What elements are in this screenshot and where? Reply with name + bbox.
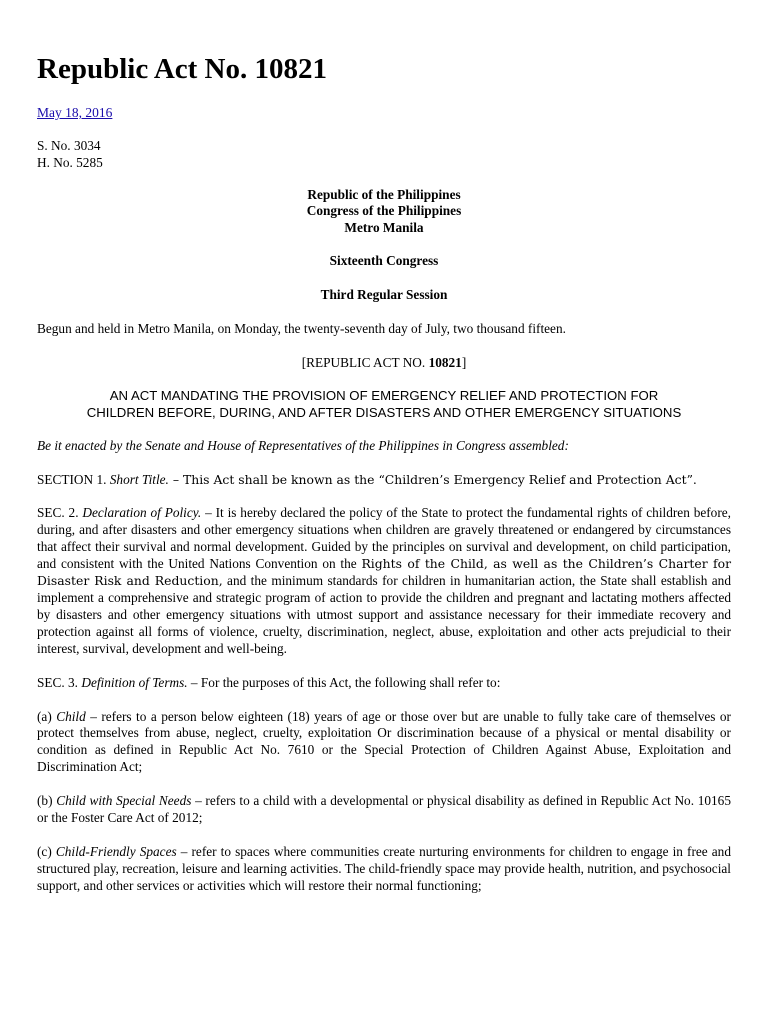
section-2-body-b: Rights of the Child, as well as the Children’s Charter for Disaster Risk and Reduction, — [37, 556, 731, 589]
section-2-heading: Declaration of Policy. — [82, 505, 202, 521]
date-link[interactable]: May 18, 2016 — [37, 105, 113, 120]
section-2-label: SEC. 2. — [37, 505, 83, 521]
act-title-line-2: CHILDREN BEFORE, DURING, AND AFTER DISASTERS AND OTHER EMERGENCY SITUATIONS — [86, 404, 682, 420]
section-3 — [37, 675, 731, 692]
section-1 — [37, 472, 731, 489]
republic-act-number — [37, 355, 731, 372]
definition-c-body: – refer to spaces where communities create nurturing environments for children to engage in free and structured play, recreation, leisure and learning activities. The child-friendly space may provide health, nutrition, and psychosocial support, and other services or activities which will restore their normal functioning; — [37, 843, 731, 893]
definition-b-label: (b) — [37, 793, 57, 809]
definition-a-body: – refers to a person below eighteen (18) years of age or those over but are unable to fully take care of themselves or protect themselves from abuse, neglect, cruelty, exploitation Or discrimination because of a physical or mental disability or condition as defined in Republic Act No. 7610 or the Special Protection of Children Against Abuse, Exploitation and Discrimination Act; — [37, 708, 731, 775]
definition-b-term: Child with Special Needs — [56, 793, 192, 809]
section-1-label: SECTION 1. — [37, 471, 110, 487]
congress-number: Sixteenth Congress — [329, 253, 439, 269]
definition-b-body: – refers to a child with a developmental or physical disability as defined in Republic Act No. 10165 or the Foster Care Act of 2012; — [37, 793, 731, 826]
house-bill-number: H. No. 5285 — [37, 154, 103, 170]
ra-prefix: [REPUBLIC ACT NO. — [301, 355, 429, 371]
section-1-heading: Short Title. — [109, 471, 169, 487]
begun-statement: Begun and held in Metro Manila, on Monday, the twenty-seventh day of July, two thousand fifteen. — [37, 321, 566, 337]
gov-line-location: Metro Manila — [344, 219, 424, 235]
senate-bill-number: S. No. 3034 — [37, 137, 101, 153]
gov-line-republic: Republic of the Philippines — [307, 186, 461, 202]
session-name: Third Regular Session — [320, 287, 448, 303]
bill-numbers — [37, 137, 731, 171]
gov-line-congress: Congress of the Philippines — [306, 203, 462, 219]
section-3-heading: Definition of Terms. — [81, 674, 188, 690]
definition-a-term: Child — [56, 708, 86, 724]
definition-c-label: (c) — [37, 843, 56, 859]
section-2-body-a: – It is hereby declared the policy of the State to protect the fundamental rights of children before, during, and after disasters and other emergency situations when children are gravely threatened or endangered by circumstances that affect their survival and normal development. Guided by the principles on survival and development, on child participation, and consistent with the United Nations Convention on the — [37, 505, 731, 572]
section-3-body: – For the purposes of this Act, the following shall refer to: — [187, 674, 501, 690]
ra-suffix: ] — [461, 355, 467, 371]
section-3-label: SEC. 3. — [37, 674, 82, 690]
ra-number: 10821 — [428, 355, 462, 371]
definition-child — [37, 709, 731, 777]
definition-c-term: Child-Friendly Spaces — [55, 843, 177, 859]
document-title: Republic Act No. 10821 — [37, 53, 327, 85]
section-2-body-c: and the minimum standards for children in humanitarian action, the State shall establish and implement a comprehensive and strategic program of action to provide the children and pregnant and lactating mothers affected by disasters and other emergency situations with utmost support and assistance necessary for their immediate recovery and protection against all forms of violence, cruelty, discrimination, neglect, abuse, exploitation and other acts prejudicial to their interest, survival, development and well-being. — [37, 573, 731, 656]
section-1-body: – This Act shall be known as the “Children’s Emergency Relief and Protection Act”. — [168, 471, 697, 487]
act-title — [37, 388, 731, 422]
definition-child-special-needs — [37, 793, 731, 827]
definition-child-friendly-spaces — [37, 844, 731, 895]
act-title-line-1: AN ACT MANDATING THE PROVISION OF EMERGENCY RELIEF AND PROTECTION FOR — [109, 388, 659, 404]
definition-a-label: (a) — [37, 708, 57, 724]
enacting-clause: Be it enacted by the Senate and House of Representatives of the Philippines in Congress assembled: — [37, 437, 569, 453]
section-2 — [37, 505, 731, 657]
government-header — [37, 187, 731, 237]
